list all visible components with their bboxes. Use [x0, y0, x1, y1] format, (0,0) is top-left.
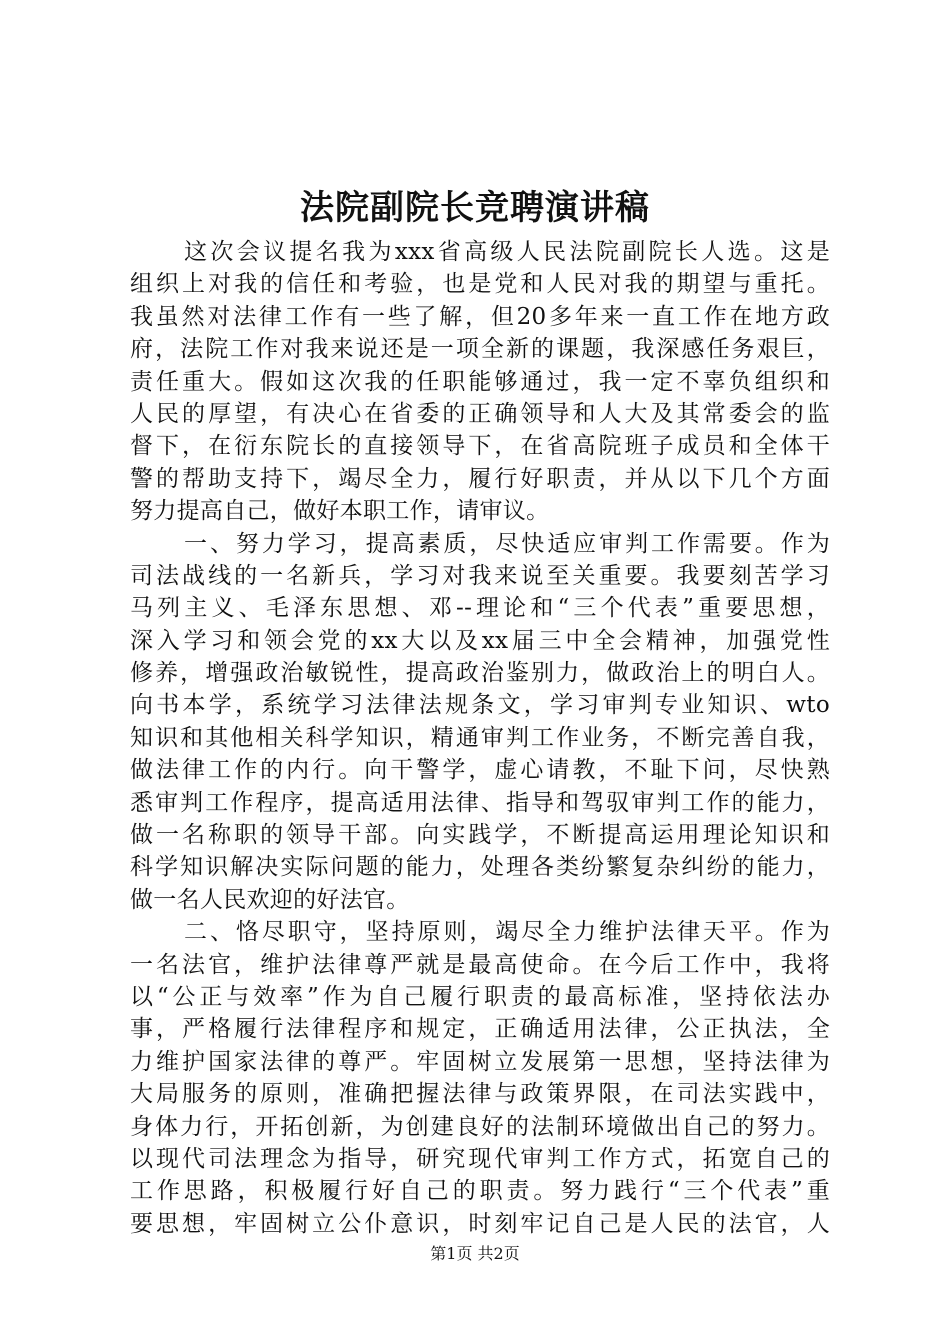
- text-line: 做法律工作的内行。向干警学，虚心请教，不耻下问，尽快熟: [130, 757, 830, 784]
- text-line: 深入学习和领会党的xx大以及xx届三中全会精神，加强党性: [130, 627, 830, 654]
- text-line: 努力提高自己，做好本职工作，请审议。: [130, 498, 550, 525]
- text-line: 身体力行，开拓创新，为创建良好的法制环境做出自己的努力。: [130, 1113, 830, 1140]
- text-line: 府，法院工作对我来说还是一项全新的课题，我深感任务艰巨，: [130, 336, 830, 363]
- document-title: 法院副院长竞聘演讲稿: [300, 188, 650, 228]
- text-line: 马列主义、毛泽东思想、邓--理论和“三个代表”重要思想，: [130, 595, 830, 622]
- text-line: 以“公正与效率”作为自己履行职责的最高标准，坚持依法办: [130, 983, 830, 1010]
- text-line: 一名法官，维护法律尊严就是最高使命。在今后工作中，我将: [130, 951, 830, 978]
- text-line: 组织上对我的信任和考验，也是党和人民对我的期望与重托。: [130, 271, 830, 298]
- text-line: 悉审判工作程序，提高适用法律、指导和驾驭审判工作的能力，: [130, 789, 830, 816]
- text-line: 工作思路，积极履行好自己的职责。努力践行“三个代表”重: [130, 1178, 830, 1205]
- text-line: 做一名人民欢迎的好法官。: [130, 886, 410, 913]
- text-line: 人民的厚望，有决心在省委的正确领导和人大及其常委会的监: [130, 400, 830, 427]
- text-line: 知识和其他相关科学知识，精通审判工作业务，不断完善自我，: [130, 724, 830, 751]
- text-line: 司法战线的一名新兵，学习对我来说至关重要。我要刻苦学习: [130, 562, 830, 589]
- text-line: 做一名称职的领导干部。向实践学，不断提高运用理论知识和: [130, 822, 830, 849]
- text-line: 事，严格履行法律程序和规定，正确适用法律，公正执法，全: [130, 1016, 830, 1043]
- text-line: 向书本学，系统学习法律法规条文，学习审判专业知识、wto: [130, 692, 830, 719]
- text-line: 督下，在衍东院长的直接领导下，在省高院班子成员和全体干: [130, 433, 830, 460]
- page-footer: 第1页 共2页: [430, 1244, 520, 1263]
- text-line: 要思想，牢固树立公仆意识，时刻牢记自己是人民的法官，人: [130, 1210, 830, 1237]
- text-line: 二、恪尽职守，坚持原则，竭尽全力维护法律天平。作为: [184, 919, 830, 946]
- text-line: 责任重大。假如这次我的任职能够通过，我一定不辜负组织和: [130, 368, 830, 395]
- text-line: 修养，增强政治敏锐性，提高政治鉴别力，做政治上的明白人。: [130, 660, 830, 687]
- text-line: 警的帮助支持下，竭尽全力，履行好职责，并从以下几个方面: [130, 465, 830, 492]
- text-line: 科学知识解决实际问题的能力，处理各类纷繁复杂纠纷的能力，: [130, 854, 830, 881]
- text-line: 一、努力学习，提高素质，尽快适应审判工作需要。作为: [184, 530, 830, 557]
- text-line: 这次会议提名我为xxx省高级人民法院副院长人选。这是: [184, 239, 830, 265]
- text-line: 我虽然对法律工作有一些了解，但20多年来一直工作在地方政: [130, 303, 830, 330]
- document-body: [130, 236, 830, 1240]
- text-line: 以现代司法理念为指导，研究现代审判工作方式，拓宽自己的: [130, 1145, 830, 1172]
- text-line: 大局服务的原则，准确把握法律与政策界限，在司法实践中，: [130, 1081, 830, 1108]
- text-line: 力维护国家法律的尊严。牢固树立发展第一思想，坚持法律为: [130, 1048, 830, 1075]
